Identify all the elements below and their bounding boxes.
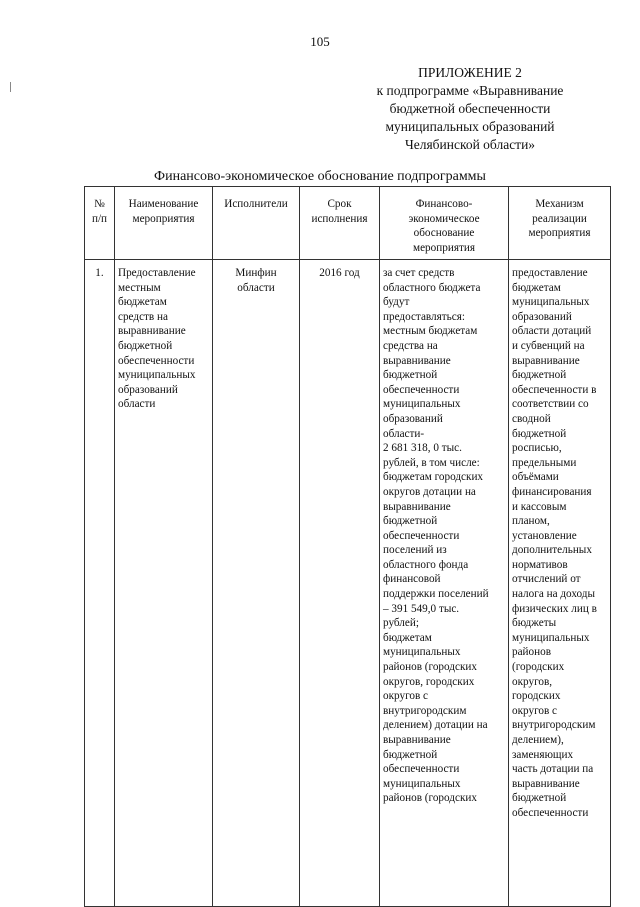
header-number: № п/п — [85, 187, 115, 260]
justification-table — [84, 186, 611, 907]
document-title: Финансово-экономическое обоснование подпрограммы — [154, 169, 486, 184]
table-header-row — [85, 187, 611, 260]
table-row — [85, 260, 611, 907]
cell-justification: за счет средств областного бюджета будут предоставляться: местным бюджетам средства на выравнивание бюджетной обеспеченности муниципальных образований области- 2 681 318, 0 тыс. рублей, в том числе: бюджетам городских округов дотации на выравнивание бюджетной обеспеченности поселений из областного фонда финансовой поддержки поселений – 391 549,0 тыс. рублей; бюджетам муниципальных районов (городских округов, городских округов с внутригородским делением) дотации на выравнивание бюджетной обеспеченности муниципальных районов (городских — [380, 260, 509, 907]
cell-term: 2016 год — [300, 260, 380, 907]
appendix-heading — [320, 64, 620, 154]
header-mechanism: Механизм реализации мероприятия — [509, 187, 611, 260]
scan-artifact — [10, 82, 11, 92]
header-name: Наименование мероприятия — [115, 187, 213, 260]
appendix-line: Челябинской области» — [404, 137, 536, 152]
appendix-line: бюджетной обеспеченности — [389, 101, 551, 116]
header-term: Срок исполнения — [300, 187, 380, 260]
cell-number: 1. — [85, 260, 115, 907]
appendix-line: ПРИЛОЖЕНИЕ 2 — [418, 65, 522, 80]
appendix-line: муниципальных образований — [385, 119, 555, 134]
cell-name: Предоставление местным бюджетам средств на выравнивание бюджетной обеспеченности муниципальных образований области — [115, 260, 213, 907]
cell-executors: Минфин области — [213, 260, 300, 907]
appendix-line: к подпрограмме «Выравнивание — [376, 83, 564, 98]
header-justification: Финансово- экономическое обоснование мероприятия — [380, 187, 509, 260]
cell-mechanism: предоставление бюджетам муниципальных образований области дотаций и субвенций на выравнивание бюджетной обеспеченности в соответствии со сводной бюджетной росписью, предельными объёмами финансирования и кассовым планом, установление дополнительных нормативов отчислений от налога на доходы физических лиц в бюджеты муниципальных районов (городских округов, городских округов с внутригородским делением), заменяющих часть дотации па выравнивание бюджетной обеспеченности — [509, 260, 611, 907]
page-number: 105 — [310, 34, 330, 49]
header-executors: Исполнители — [213, 187, 300, 260]
